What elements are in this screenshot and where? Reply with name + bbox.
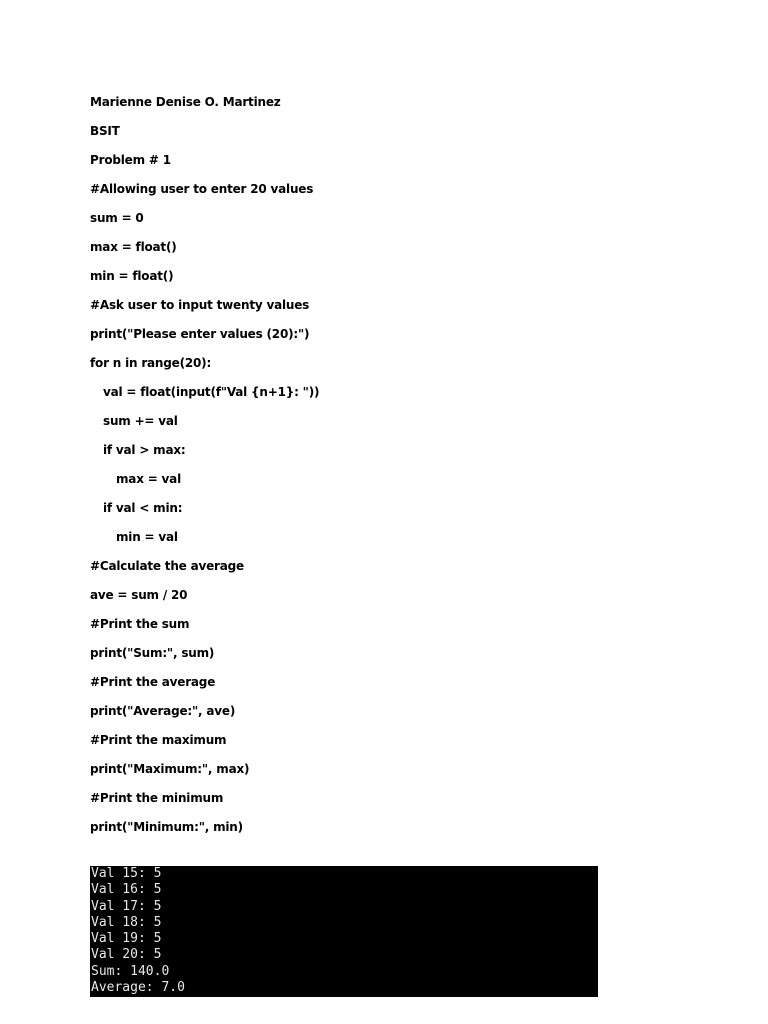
code-line: print("Average:", ave) xyxy=(90,704,236,718)
code-line: max = val xyxy=(116,472,181,486)
code-line: min = float() xyxy=(90,269,174,283)
code-line: #Print the minimum xyxy=(90,791,224,805)
code-line: #Allowing user to enter 20 values xyxy=(90,182,314,196)
console-line: Val 15: 5 xyxy=(91,866,162,881)
code-line: #Print the sum xyxy=(90,617,190,631)
console-line: Sum: 140.0 xyxy=(91,963,170,979)
code-line: sum += val xyxy=(103,414,178,428)
console-line: Val 20: 5 xyxy=(91,947,162,963)
console-line: Val 19: 5 xyxy=(91,931,162,947)
console-output-screenshot xyxy=(90,866,598,997)
code-line: print("Sum:", sum) xyxy=(90,646,215,660)
code-line: for n in range(20): xyxy=(90,356,212,370)
console-line: Average: 7.0 xyxy=(91,980,185,996)
code-line: #Ask user to input twenty values xyxy=(90,298,310,312)
code-line: print("Please enter values (20):") xyxy=(90,327,310,341)
code-line: #Print the average xyxy=(90,675,216,689)
console-line: Val 16: 5 xyxy=(91,882,162,898)
code-line: sum = 0 xyxy=(90,211,144,225)
console-line: Val 17: 5 xyxy=(91,898,162,914)
code-line: #Calculate the average xyxy=(90,559,244,573)
code-line: max = float() xyxy=(90,240,177,254)
program-label: BSIT xyxy=(90,124,120,138)
code-line: if val > max: xyxy=(103,443,186,457)
code-line: print("Maximum:", max) xyxy=(90,762,250,776)
document-body xyxy=(90,91,690,845)
code-line: #Print the maximum xyxy=(90,733,227,747)
console-lines xyxy=(91,866,598,996)
code-line: val = float(input(f"Val {n+1}: ")) xyxy=(103,385,320,399)
author-name: Marienne Denise O. Martinez xyxy=(90,95,281,109)
code-line: if val < min: xyxy=(103,501,183,515)
code-listing xyxy=(90,178,690,845)
console-line: Val 18: 5 xyxy=(91,914,162,930)
code-line: ave = sum / 20 xyxy=(90,588,188,602)
code-line: min = val xyxy=(116,530,178,544)
code-line: print("Minimum:", min) xyxy=(90,820,243,834)
problem-heading: Problem # 1 xyxy=(90,153,171,167)
